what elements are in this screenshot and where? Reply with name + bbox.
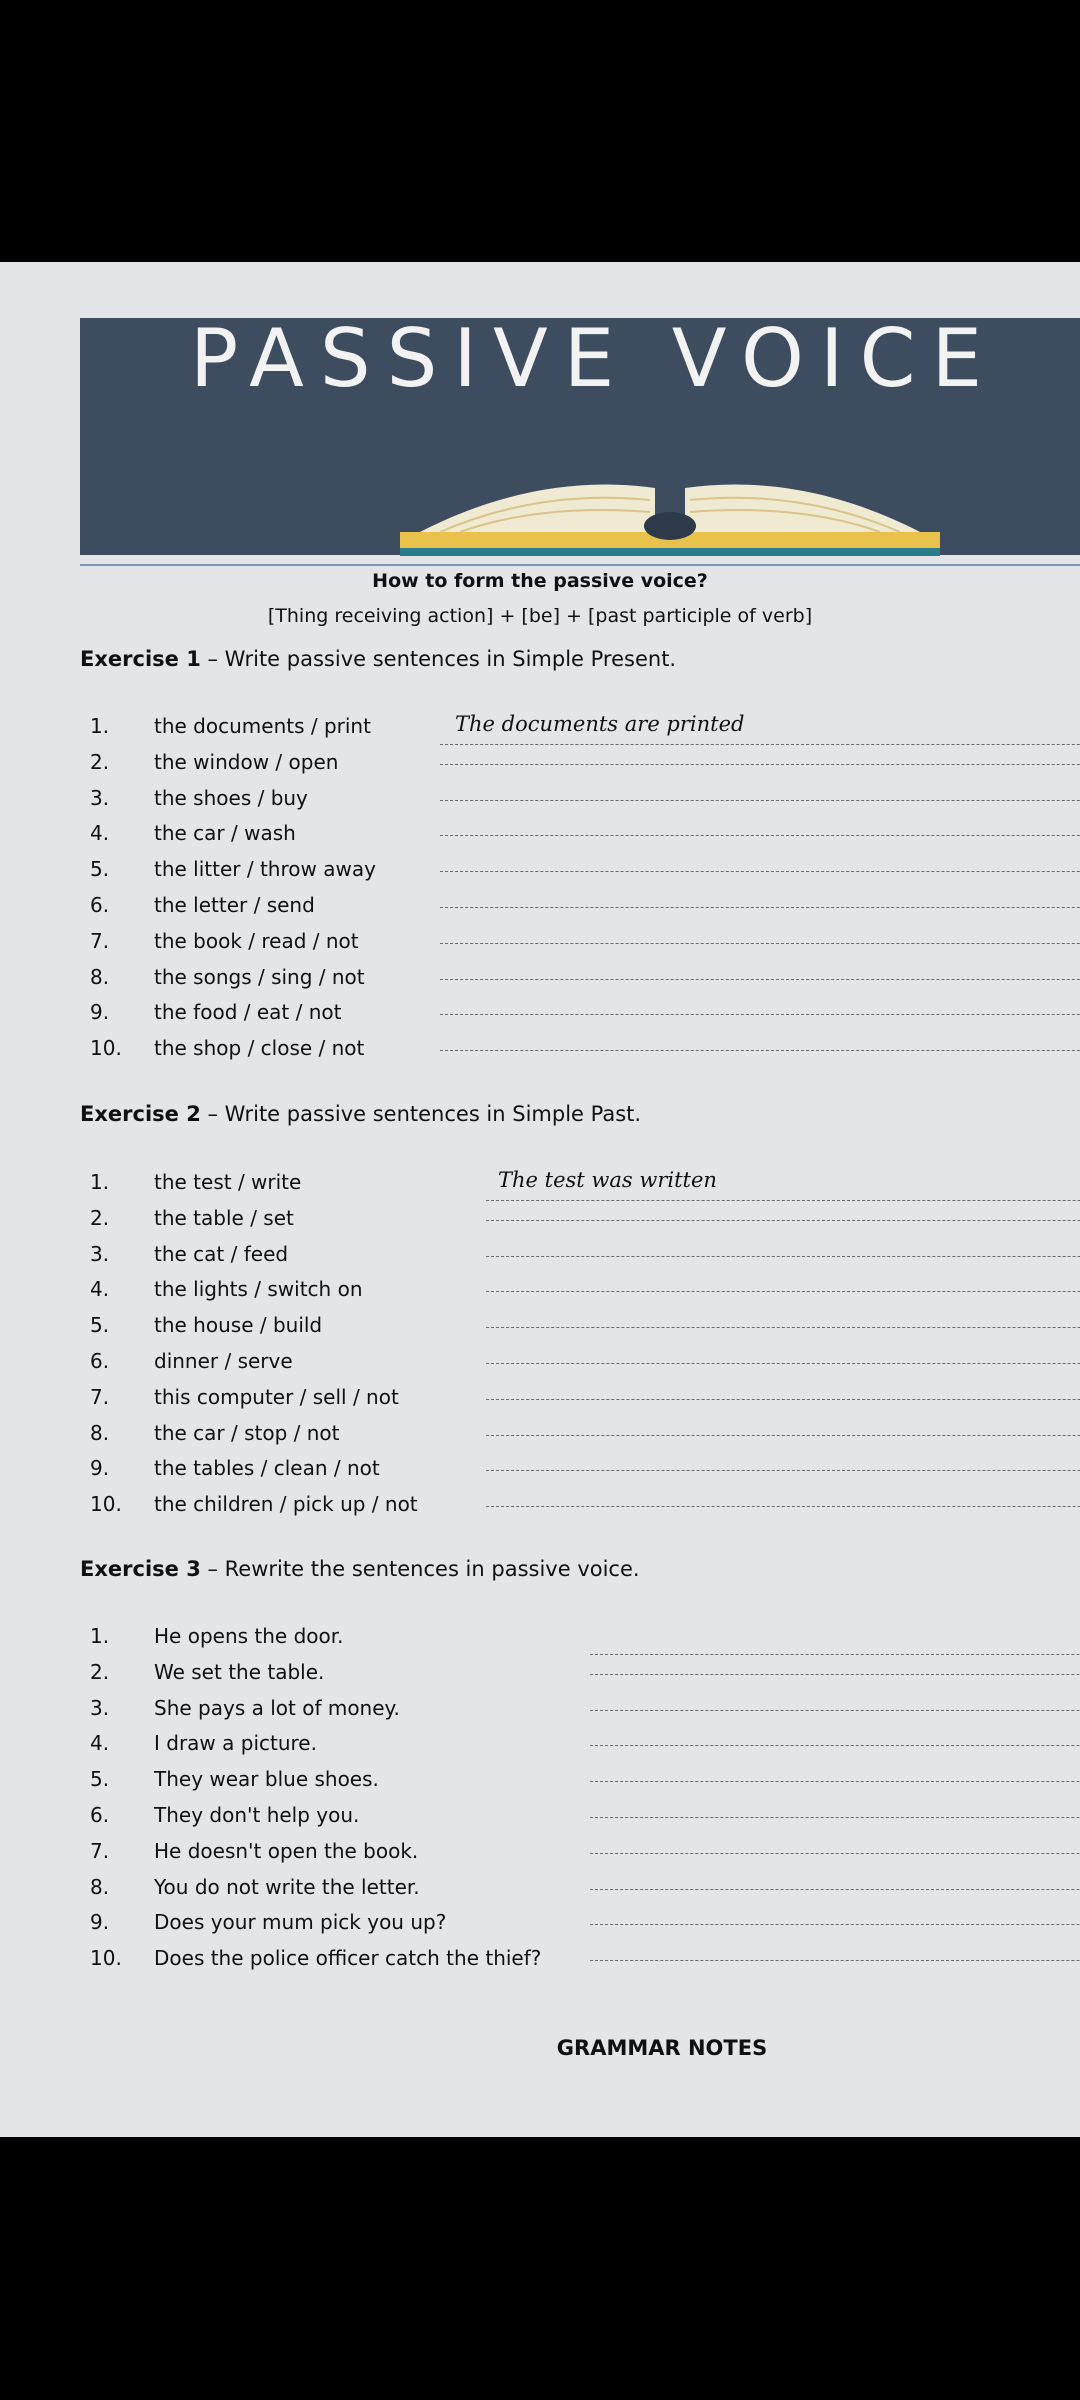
item-number: 3. <box>90 785 110 810</box>
item-number: 8. <box>90 964 110 989</box>
exercise-label: Exercise 2 <box>80 1102 201 1126</box>
item-number: 9. <box>90 1000 110 1025</box>
item-number: 9. <box>90 1910 110 1935</box>
exercise-heading <box>80 1102 641 1126</box>
answer-line[interactable] <box>590 1710 1080 1711</box>
answer-line[interactable] <box>486 1506 1080 1507</box>
answer-line[interactable] <box>590 1817 1080 1818</box>
exercise-item <box>0 1000 1080 1036</box>
item-prompt: this computer / sell / not <box>154 1384 399 1409</box>
item-prompt: dinner / serve <box>154 1349 293 1373</box>
exercise-item <box>0 929 1080 965</box>
item-number: 4. <box>90 821 110 846</box>
exercise-item <box>0 1767 1080 1803</box>
divider <box>80 564 1080 566</box>
exercise-item <box>0 1492 1080 1528</box>
item-number: 7. <box>90 1384 110 1409</box>
item-prompt: the car / wash <box>154 821 296 846</box>
item-number: 1. <box>90 1170 110 1194</box>
exercise-item <box>0 1349 1080 1385</box>
item-number: 6. <box>90 1803 110 1827</box>
item-prompt: the house / build <box>154 1313 323 1338</box>
answer-line[interactable] <box>440 1014 1080 1015</box>
exercise-item <box>0 893 1080 929</box>
item-prompt: Does your mum pick you up? <box>154 1910 447 1935</box>
item-number: 5. <box>90 1313 110 1338</box>
item-prompt: the book / read / not <box>154 928 359 953</box>
footer-title: GRAMMAR NOTES <box>556 2036 768 2060</box>
exercise-item <box>0 1385 1080 1421</box>
item-number: 3. <box>90 1695 110 1720</box>
exercise-instruction: – Write passive sentences in Simple Present. <box>200 647 677 671</box>
item-prompt: the songs / sing / not <box>154 964 365 989</box>
answer-line[interactable] <box>486 1327 1080 1328</box>
exercise-instruction: – Write passive sentences in Simple Past. <box>200 1102 642 1126</box>
item-prompt: I draw a picture. <box>154 1731 317 1756</box>
item-prompt: They don't help you. <box>154 1803 360 1827</box>
exercise-item <box>0 1456 1080 1492</box>
item-prompt: the food / eat / not <box>154 1000 342 1025</box>
exercise-item <box>0 1421 1080 1457</box>
item-prompt: the cat / feed <box>154 1241 289 1266</box>
item-prompt: They wear blue shoes. <box>154 1767 379 1792</box>
exercise-item <box>0 1624 1080 1660</box>
exercise-item <box>0 1910 1080 1946</box>
exercise-item <box>0 1839 1080 1875</box>
item-prompt: the test / write <box>154 1170 302 1194</box>
exercise-item <box>0 1803 1080 1839</box>
page-title: PASSIVE VOICE <box>190 312 998 405</box>
answer-line[interactable] <box>590 1853 1080 1854</box>
title-banner <box>80 312 1080 555</box>
item-number: 5. <box>90 1767 110 1792</box>
item-number: 9. <box>90 1456 110 1481</box>
answer-line[interactable] <box>486 1256 1080 1257</box>
item-prompt: Does the police officer catch the thief? <box>154 1946 542 1971</box>
exercise-item <box>0 1206 1080 1242</box>
answer-text: The documents are printed <box>455 712 745 736</box>
item-number: 10. <box>90 1946 122 1971</box>
item-prompt: the window / open <box>154 749 339 774</box>
item-prompt: You do not write the letter. <box>154 1874 420 1899</box>
item-prompt: the tables / clean / not <box>154 1456 380 1481</box>
item-prompt: the table / set <box>154 1205 294 1230</box>
item-number: 4. <box>90 1277 110 1302</box>
exercise-instruction: – Rewrite the sentences in passive voice. <box>200 1557 640 1581</box>
item-number: 4. <box>90 1731 110 1756</box>
answer-line[interactable] <box>590 1781 1080 1782</box>
exercise-label: Exercise 3 <box>80 1557 201 1581</box>
exercise-item <box>0 1277 1080 1313</box>
exercise-heading <box>80 1557 640 1581</box>
exercise-item <box>0 821 1080 857</box>
item-number: 5. <box>90 857 110 882</box>
exercise-item <box>0 1875 1080 1911</box>
item-prompt: the litter / throw away <box>154 857 376 882</box>
answer-line[interactable] <box>486 1399 1080 1400</box>
answer-line[interactable] <box>440 744 1080 745</box>
answer-line[interactable] <box>440 871 1080 872</box>
item-number: 6. <box>90 1349 110 1373</box>
item-prompt: the children / pick up / not <box>154 1492 418 1517</box>
answer-line[interactable] <box>486 1470 1080 1471</box>
item-number: 10. <box>90 1492 122 1517</box>
item-number: 8. <box>90 1420 110 1445</box>
exercise-item <box>0 1170 1080 1206</box>
exercise-item <box>0 1660 1080 1696</box>
item-number: 10. <box>90 1036 122 1061</box>
answer-line[interactable] <box>440 800 1080 801</box>
exercise-item <box>0 1696 1080 1732</box>
worksheet-page <box>0 262 1080 2137</box>
exercise-label: Exercise 1 <box>80 647 201 671</box>
item-prompt: the shop / close / not <box>154 1036 365 1061</box>
exercise-item <box>0 750 1080 786</box>
answer-line[interactable] <box>590 1674 1080 1675</box>
answer-line[interactable] <box>590 1654 1080 1655</box>
answer-line[interactable] <box>590 1924 1080 1925</box>
answer-line[interactable] <box>440 979 1080 980</box>
exercise-item <box>0 1731 1080 1767</box>
exercise-item <box>0 1946 1080 1982</box>
item-number: 2. <box>90 749 110 774</box>
item-number: 2. <box>90 1659 110 1684</box>
exercise-item <box>0 1242 1080 1278</box>
item-prompt: We set the table. <box>154 1659 325 1684</box>
answer-line[interactable] <box>590 1889 1080 1890</box>
answer-line[interactable] <box>486 1200 1080 1201</box>
item-number: 1. <box>90 714 110 738</box>
how-to-heading: How to form the passive voice? <box>372 570 708 592</box>
answer-line[interactable] <box>440 943 1080 944</box>
item-number: 7. <box>90 1838 110 1863</box>
item-prompt: the shoes / buy <box>154 785 308 810</box>
exercise-item <box>0 965 1080 1001</box>
answer-line[interactable] <box>590 1745 1080 1746</box>
answer-line[interactable] <box>440 835 1080 836</box>
answer-line[interactable] <box>440 764 1080 765</box>
answer-line[interactable] <box>590 1960 1080 1961</box>
exercise-item <box>0 714 1080 750</box>
answer-line[interactable] <box>440 907 1080 908</box>
exercise-item <box>0 857 1080 893</box>
answer-line[interactable] <box>440 1050 1080 1051</box>
answer-line[interactable] <box>486 1220 1080 1221</box>
item-prompt: the documents / print <box>154 714 371 738</box>
item-prompt: the lights / switch on <box>154 1277 363 1302</box>
item-number: 2. <box>90 1205 110 1230</box>
item-prompt: She pays a lot of money. <box>154 1695 400 1720</box>
item-prompt: He opens the door. <box>154 1624 344 1648</box>
formula-text: [Thing receiving action] + [be] + [past participle of verb] <box>267 605 813 627</box>
item-prompt: the car / stop / not <box>154 1420 340 1445</box>
item-number: 1. <box>90 1624 110 1648</box>
answer-line[interactable] <box>486 1363 1080 1364</box>
exercise-item <box>0 1313 1080 1349</box>
item-prompt: He doesn't open the book. <box>154 1838 419 1863</box>
item-number: 7. <box>90 928 110 953</box>
exercise-heading <box>80 647 676 671</box>
answer-line[interactable] <box>486 1291 1080 1292</box>
item-number: 3. <box>90 1241 110 1266</box>
exercise-item <box>0 1036 1080 1072</box>
answer-line[interactable] <box>486 1435 1080 1436</box>
item-number: 6. <box>90 893 110 917</box>
item-number: 8. <box>90 1874 110 1899</box>
answer-text: The test was written <box>498 1168 717 1192</box>
exercise-item <box>0 786 1080 822</box>
item-prompt: the letter / send <box>154 893 315 917</box>
open-book-icon <box>400 466 940 556</box>
